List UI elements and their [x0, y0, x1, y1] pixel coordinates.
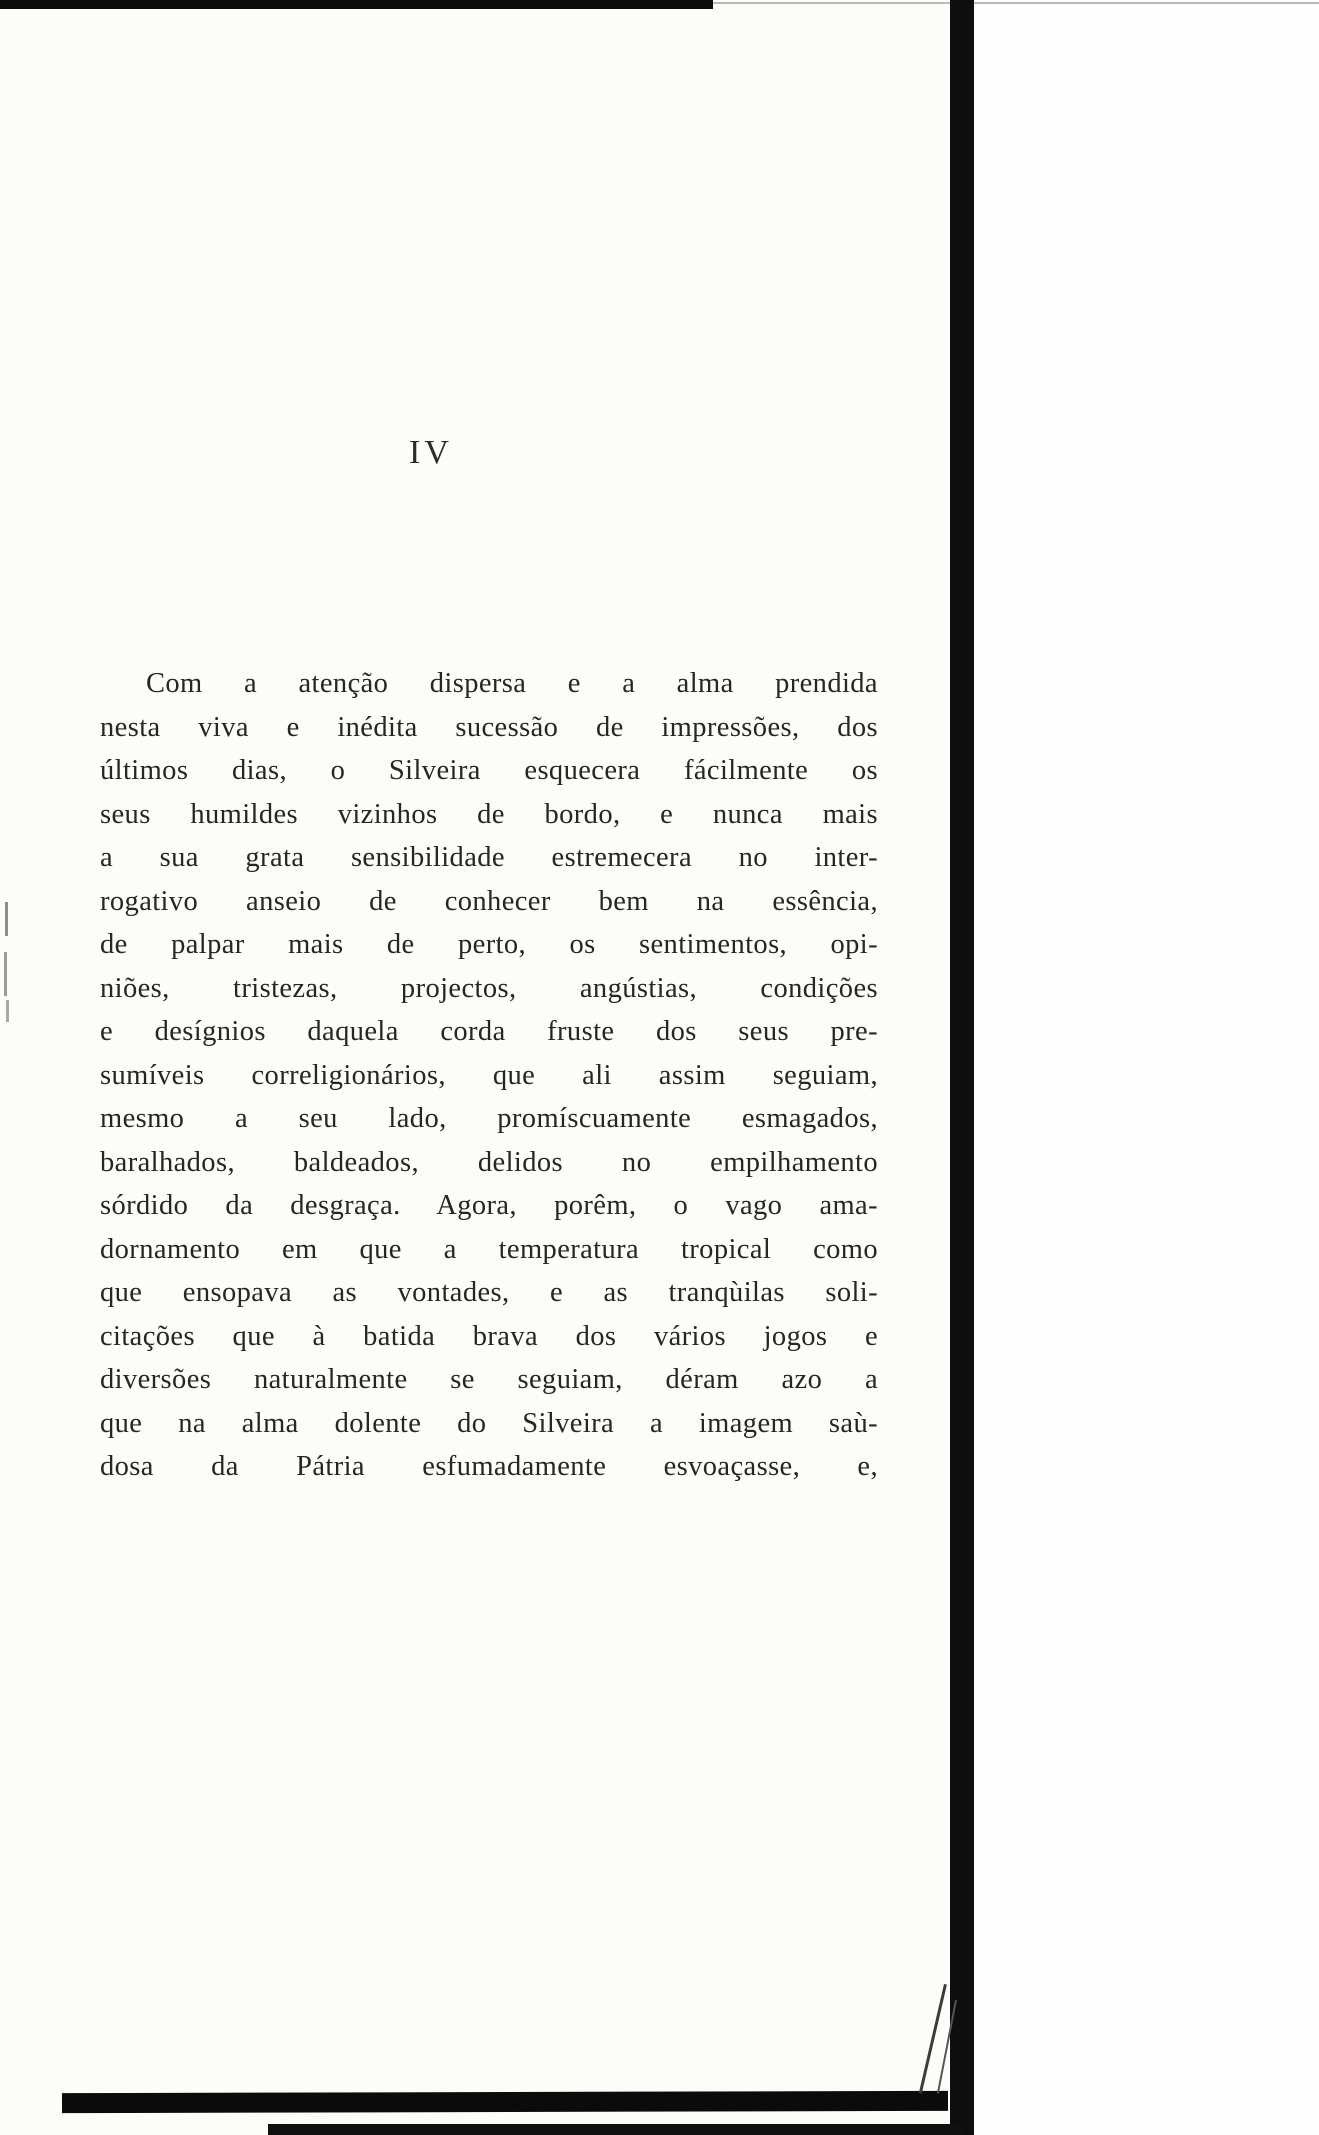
text-line: seus humildes vizinhos de bordo, e nunca mais — [100, 798, 878, 830]
text-line: e desígnios daquela corda fruste dos seus pre- — [100, 1016, 878, 1047]
text-line: nesta viva e inédita sucessão de impressões, dos — [100, 711, 878, 743]
scan-artifact-left-mark — [4, 952, 7, 996]
text-line: que na alma dolente do Silveira a imagem saù- — [100, 1407, 878, 1439]
scan-artifact-top-bar — [0, 0, 713, 9]
text-line: a sua grata sensibilidade estremecera no inter- — [100, 842, 878, 873]
text-line: citações que à batida brava dos vários jogos e — [100, 1320, 878, 1352]
scan-artifact-right-edge-bar — [950, 0, 974, 2135]
text-line: de palpar mais de perto, os sentimentos, opi- — [100, 929, 878, 960]
text-line: sórdido da desgraça. Agora, porêm, o vago ama- — [100, 1190, 878, 1221]
text-line: sumíveis correligionários, que ali assim seguiam, — [100, 1059, 878, 1091]
text-line: baralhados, baldeados, delidos no empilhamento — [100, 1146, 878, 1178]
text-line: niões, tristezas, projectos, angústias, condições — [100, 972, 878, 1004]
scan-artifact-bottom-edge-bar — [268, 2124, 963, 2135]
text-line: dornamento em que a temperatura tropical como — [100, 1233, 878, 1265]
text-line: diversões naturalmente se seguiam, déram azo a — [100, 1364, 878, 1395]
text-line: Com a atenção dispersa e a alma prendida — [146, 668, 878, 699]
body-text-block — [100, 662, 878, 1489]
text-line: mesmo a seu lado, promíscuamente esmagados, — [100, 1103, 878, 1134]
text-line: que ensopava as vontades, e as tranqùilas soli- — [100, 1277, 878, 1308]
scan-artifact-bottom-bar — [62, 2091, 948, 2113]
scan-artifact-left-mark — [5, 902, 8, 936]
text-line: últimos dias, o Silveira esquecera fácilmente os — [100, 755, 878, 786]
scan-artifact-left-mark — [6, 1000, 9, 1022]
chapter-heading: IV — [409, 434, 453, 471]
text-line: dosa da Pátria esfumadamente esvoaçasse, e, — [100, 1451, 878, 1482]
text-line: rogativo anseio de conhecer bem na essência, — [100, 885, 878, 917]
